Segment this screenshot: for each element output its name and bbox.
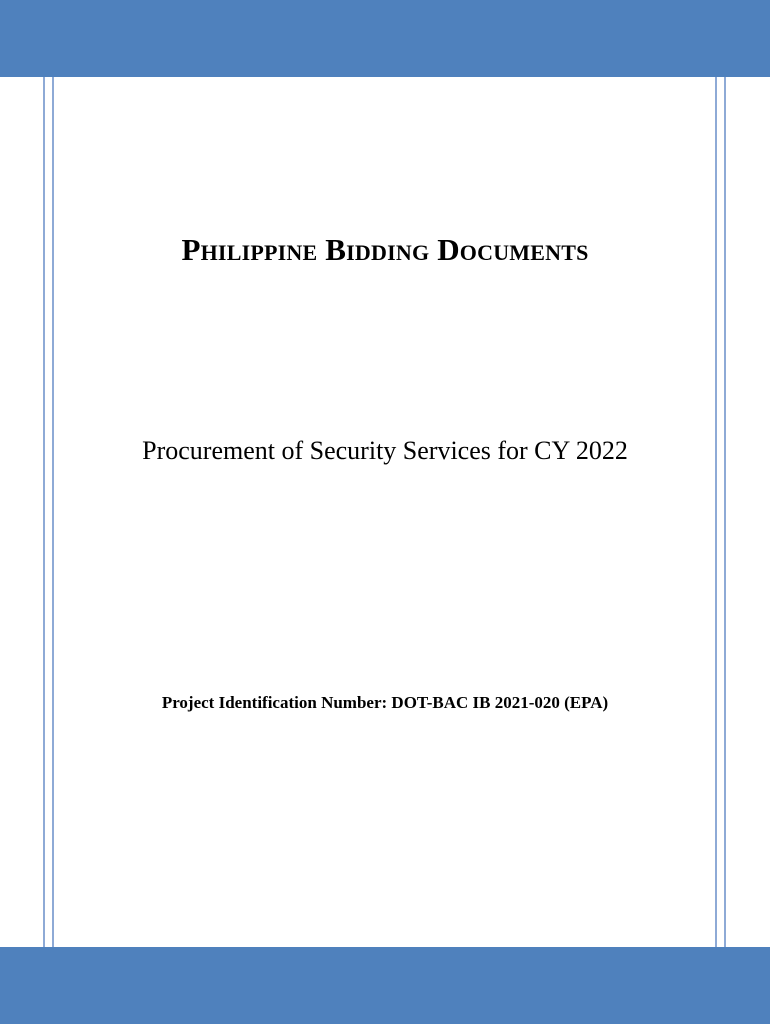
document-subtitle: Procurement of Security Services for CY 2022 xyxy=(142,436,628,465)
right-border-line-inner xyxy=(715,77,717,947)
right-border-line-outer xyxy=(724,77,726,947)
left-border-line-inner xyxy=(52,77,54,947)
document-title: Philippine Bidding Documents xyxy=(181,232,589,267)
left-border-line-outer xyxy=(43,77,45,947)
bottom-footer-band xyxy=(0,947,770,1024)
project-identification-number: Project Identification Number: DOT-BAC IB 2021-020 (EPA) xyxy=(161,693,609,712)
top-header-band xyxy=(0,0,770,77)
